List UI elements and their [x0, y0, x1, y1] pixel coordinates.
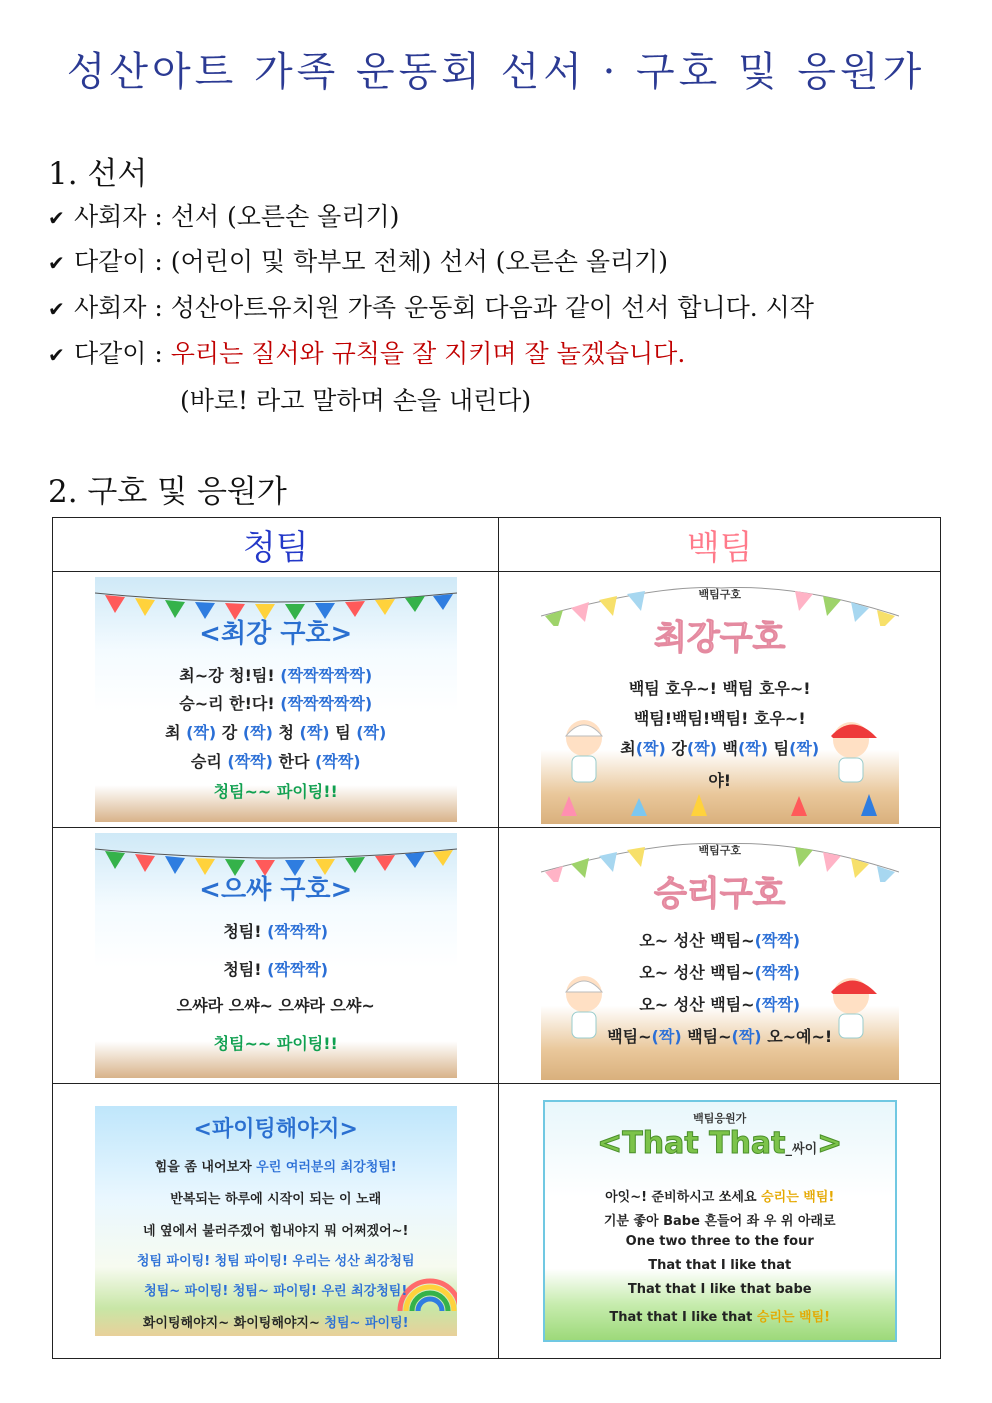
cheer-line: 청팀~~ 파이팅!! — [213, 1034, 338, 1053]
blue-best-chant-card — [95, 577, 457, 822]
speaker: 사회자 : — [74, 293, 163, 322]
chant-line: 으쌰라 으쌰~ 으쌰라 으쌰~ — [176, 996, 375, 1015]
check-icon: ✔ — [48, 206, 65, 230]
child-illustration-icon — [823, 972, 879, 1042]
song-line: That that I like that 승리는 백팀! — [609, 1310, 831, 1325]
speaker: 다같이 : — [74, 247, 163, 276]
blue-cheer-song-card — [95, 1106, 457, 1336]
card-cell — [53, 828, 499, 1084]
check-icon: ✔ — [48, 343, 65, 367]
chant-line: 승~리 한!다! (짝짝짝짝짝) — [179, 694, 373, 713]
card-small-label: 백팀구호 — [698, 587, 741, 601]
oath-line-1 — [48, 197, 399, 233]
chant-line: 청팀! (짝짝짝) — [223, 960, 329, 979]
song-line: 아잇~! 준비하시고 쏘세요 승리는 백팀! — [605, 1190, 835, 1205]
song-line: 힘을 좀 내어보자 우린 여러분의 최강청팀! — [154, 1160, 397, 1175]
section2-heading: 2. 구호 및 응원가 — [48, 474, 287, 510]
child-illustration-icon — [823, 716, 879, 786]
card-cell — [53, 572, 499, 828]
oath-text: 성산아트유치원 가족 운동회 다음과 같이 선서 합니다. 시작 — [170, 293, 814, 322]
chant-line: 백팀!백팀!백팀! 호우~! — [633, 708, 806, 728]
card-title: 승리구호 — [654, 873, 786, 914]
card-title: <파이팅해야지> — [193, 1117, 358, 1142]
cheer-table — [52, 517, 941, 1359]
oath-line-2 — [48, 242, 668, 278]
card-cell — [499, 572, 941, 828]
card-small-label: 백팀구호 — [698, 843, 741, 857]
child-illustration-icon — [559, 972, 609, 1042]
song-line: That that I like that babe — [627, 1282, 812, 1297]
white-best-chant-card — [541, 576, 899, 824]
song-line: 기분 좋아 Babe 흔들어 좌 우 위 아래로 — [603, 1214, 836, 1229]
section1-heading: 1. 선서 — [48, 156, 148, 192]
check-icon: ✔ — [48, 297, 65, 321]
oath-text-red: 우리는 질서와 규칙을 잘 지키며 잘 놀겠습니다. — [170, 339, 686, 368]
card-title: <최강 구호> — [199, 619, 353, 649]
song-line: That that I like that — [648, 1258, 792, 1273]
oath-line-4 — [48, 334, 685, 370]
white-victory-chant-card — [541, 832, 899, 1080]
child-illustration-icon — [559, 716, 609, 786]
chant-line: 백팀~(짝) 백팀~(짝) 오~예~! — [607, 1026, 833, 1046]
column-header-white-team: 백팀 — [499, 518, 941, 572]
song-line: One two three to the four — [625, 1234, 814, 1249]
song-line: 청팀 파이팅! 청팀 파이팅! 우리는 성산 최강청팀 — [136, 1254, 415, 1269]
blue-eossa-chant-card — [95, 833, 457, 1078]
card-cell — [499, 828, 941, 1084]
song-line: 네 옆에서 불러주겠어 힘내야지 뭐 어쩌겠어~! — [142, 1224, 409, 1239]
check-icon: ✔ — [48, 251, 65, 275]
song-line: 반복되는 하루에 시작이 되는 이 노래 — [170, 1192, 382, 1207]
page-title: 성산아트 가족 운동회 선서 · 구호 및 응원가 — [66, 49, 926, 95]
chant-line: 오~ 성산 백팀~(짝짝) — [639, 994, 801, 1014]
chant-line: 승리 (짝짝) 한다 (짝짝) — [190, 752, 361, 771]
card-small-label: 백팀응원가 — [693, 1112, 747, 1125]
chant-line: 청팀! (짝짝짝) — [223, 922, 329, 941]
card-title: 최강구호 — [654, 617, 786, 658]
chant-line: 최 (짝) 강 (짝) 청 (짝) 팀 (짝) — [165, 723, 387, 742]
chant-line: 오~ 성산 백팀~(짝짝) — [639, 962, 801, 982]
song-line: 화이팅해야지~ 화이팅해야지~ 청팀~ 파이팅! — [142, 1316, 409, 1331]
column-header-blue-team: 청팀 — [53, 518, 499, 572]
chant-line: 최(짝) 강(짝) 백(짝) 팀(짝) — [620, 738, 820, 758]
card-cell — [53, 1084, 499, 1359]
oath-note: (바로! 라고 말하며 손을 내린다) — [180, 386, 532, 415]
oath-text: (어린이 및 학부모 전체) 선서 (오른손 올리기) — [170, 247, 669, 276]
chant-line: 오~ 성산 백팀~(짝짝) — [639, 930, 801, 950]
white-cheer-song-card — [543, 1100, 897, 1342]
speaker: 다같이 : — [74, 339, 163, 368]
chant-line: 백팀 호우~! 백팀 호우~! — [628, 678, 811, 698]
cheer-line: 청팀~~ 파이팅!! — [213, 782, 338, 801]
song-line: 청팀~ 파이팅! 청팀~ 파이팅! 우린 최강청팀! — [144, 1284, 408, 1299]
cones-icon — [541, 788, 899, 818]
card-title: <That That_싸이> — [597, 1126, 843, 1161]
card-title: <으쌰 구호> — [199, 875, 353, 905]
chant-line: 야! — [708, 770, 732, 790]
chant-line: 최~강 청!팀! (짝짝짝짝짝) — [179, 666, 373, 685]
oath-text: 선서 (오른손 올리기) — [170, 202, 400, 231]
speaker: 사회자 : — [74, 202, 163, 231]
card-cell — [499, 1084, 941, 1359]
oath-line-3 — [48, 288, 814, 324]
